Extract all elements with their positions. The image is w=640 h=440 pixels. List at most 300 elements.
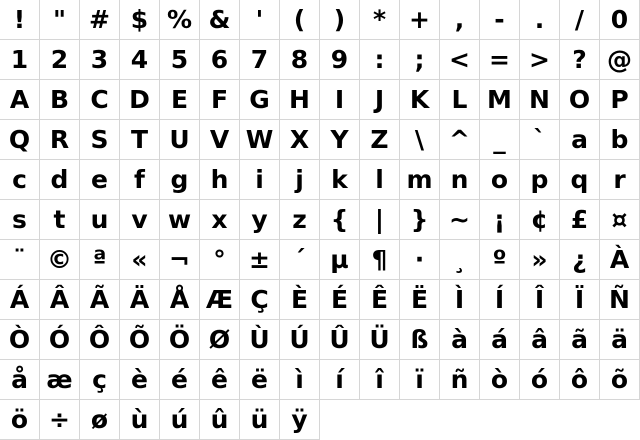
glyph-cell[interactable] <box>320 320 360 360</box>
glyph-cell[interactable] <box>440 120 480 160</box>
glyph-cell[interactable] <box>520 240 560 280</box>
glyph: > <box>529 45 550 74</box>
glyph: ª <box>92 245 107 274</box>
glyph: ) <box>333 5 346 34</box>
glyph: É <box>330 285 349 314</box>
glyph: q <box>570 165 589 194</box>
glyph-cell[interactable] <box>520 120 560 160</box>
glyph: O <box>568 85 591 114</box>
glyph: f <box>134 165 145 194</box>
glyph-cell[interactable] <box>160 240 200 280</box>
glyph: ÷ <box>49 405 70 434</box>
glyph-cell[interactable] <box>560 200 600 240</box>
glyph-cell[interactable] <box>40 240 80 280</box>
glyph: á <box>491 325 508 354</box>
glyph: x <box>211 205 228 234</box>
glyph-cell[interactable] <box>200 360 240 400</box>
glyph: Á <box>9 285 30 314</box>
glyph-cell[interactable] <box>80 200 120 240</box>
glyph-cell[interactable] <box>120 320 160 360</box>
glyph-cell[interactable] <box>80 0 120 40</box>
glyph: ò <box>490 365 509 394</box>
glyph-cell[interactable] <box>600 0 640 40</box>
glyph: Õ <box>128 325 151 354</box>
glyph-cell[interactable] <box>400 40 440 80</box>
glyph: Å <box>169 285 190 314</box>
glyph-cell[interactable] <box>0 40 40 80</box>
glyph-cell[interactable] <box>400 280 440 320</box>
glyph-cell[interactable] <box>240 40 280 80</box>
glyph: à <box>451 325 468 354</box>
glyph-cell[interactable] <box>480 280 520 320</box>
glyph: r <box>613 165 626 194</box>
glyph-cell[interactable] <box>440 360 480 400</box>
glyph: . <box>534 5 545 34</box>
glyph-cell[interactable] <box>360 200 400 240</box>
glyph-cell[interactable] <box>480 320 520 360</box>
glyph: - <box>494 5 505 34</box>
glyph: ñ <box>450 365 469 394</box>
glyph-cell[interactable] <box>40 200 80 240</box>
glyph: ú <box>170 405 189 434</box>
glyph-cell[interactable] <box>480 0 520 40</box>
glyph: ß <box>410 325 429 354</box>
glyph: V <box>209 125 230 154</box>
glyph-cell[interactable] <box>600 280 640 320</box>
charmap-row <box>0 200 640 240</box>
glyph-cell[interactable] <box>520 320 560 360</box>
glyph: " <box>52 5 67 34</box>
glyph-cell[interactable] <box>360 80 400 120</box>
glyph-cell[interactable] <box>240 320 280 360</box>
glyph: ü <box>250 405 269 434</box>
glyph-cell[interactable] <box>600 240 640 280</box>
charmap-row <box>0 120 640 160</box>
glyph: v <box>131 205 148 234</box>
glyph: Ä <box>129 285 150 314</box>
glyph: 4 <box>130 45 149 74</box>
glyph-cell[interactable] <box>120 240 160 280</box>
glyph-cell[interactable] <box>160 200 200 240</box>
glyph-cell[interactable] <box>480 200 520 240</box>
glyph: g <box>170 165 189 194</box>
glyph-cell[interactable] <box>0 200 40 240</box>
glyph-cell[interactable] <box>600 360 640 400</box>
glyph: Q <box>8 125 31 154</box>
glyph: Ë <box>410 285 429 314</box>
glyph-cell[interactable] <box>0 320 40 360</box>
glyph: , <box>454 5 465 34</box>
glyph-cell[interactable] <box>120 360 160 400</box>
glyph: ù <box>130 405 149 434</box>
glyph: k <box>331 165 348 194</box>
glyph: U <box>169 125 190 154</box>
glyph: 8 <box>290 45 309 74</box>
glyph: D <box>129 85 150 114</box>
glyph-cell[interactable] <box>440 0 480 40</box>
charmap-row <box>0 320 640 360</box>
glyph: | <box>374 205 385 234</box>
glyph: b <box>610 125 629 154</box>
glyph: í <box>335 365 344 394</box>
glyph: À <box>609 245 630 274</box>
glyph: d <box>50 165 69 194</box>
glyph: B <box>49 85 70 114</box>
glyph: C <box>90 85 109 114</box>
glyph-cell[interactable] <box>480 40 520 80</box>
glyph-cell[interactable] <box>600 160 640 200</box>
glyph-cell[interactable] <box>600 320 640 360</box>
glyph: 5 <box>170 45 189 74</box>
glyph-cell[interactable] <box>360 240 400 280</box>
glyph-cell[interactable] <box>520 0 560 40</box>
glyph-cell[interactable] <box>520 360 560 400</box>
charmap-row <box>0 280 640 320</box>
glyph-cell[interactable] <box>320 280 360 320</box>
glyph-cell[interactable] <box>200 120 240 160</box>
glyph-cell[interactable] <box>120 160 160 200</box>
glyph-cell[interactable] <box>520 160 560 200</box>
glyph: ± <box>249 245 270 274</box>
glyph-cell[interactable] <box>0 280 40 320</box>
glyph-cell[interactable] <box>560 360 600 400</box>
glyph: ¡ <box>493 205 506 234</box>
glyph-cell[interactable] <box>440 200 480 240</box>
glyph: û <box>210 405 229 434</box>
glyph: Ú <box>289 325 310 354</box>
glyph: Í <box>494 285 505 314</box>
glyph-cell[interactable] <box>40 40 80 80</box>
glyph: _ <box>493 125 506 154</box>
glyph-cell[interactable] <box>480 120 520 160</box>
glyph-cell[interactable] <box>0 120 40 160</box>
glyph-cell[interactable] <box>0 400 40 440</box>
glyph: È <box>290 285 309 314</box>
glyph-cell[interactable] <box>360 280 400 320</box>
glyph: X <box>289 125 310 154</box>
glyph-cell[interactable] <box>440 80 480 120</box>
glyph-cell[interactable] <box>360 320 400 360</box>
glyph-cell[interactable] <box>160 0 200 40</box>
glyph-cell[interactable] <box>400 120 440 160</box>
glyph-cell[interactable] <box>160 400 200 440</box>
glyph-cell[interactable] <box>320 240 360 280</box>
glyph-cell[interactable] <box>240 400 280 440</box>
glyph: Ø <box>208 325 231 354</box>
glyph-cell[interactable] <box>200 240 240 280</box>
glyph-cell[interactable] <box>160 280 200 320</box>
glyph-cell[interactable] <box>440 40 480 80</box>
glyph: J <box>374 85 385 114</box>
glyph: l <box>375 165 384 194</box>
glyph-cell[interactable] <box>80 400 120 440</box>
glyph-cell[interactable] <box>440 240 480 280</box>
glyph-cell[interactable] <box>480 360 520 400</box>
glyph: & <box>208 5 231 34</box>
glyph-cell[interactable] <box>120 40 160 80</box>
glyph-cell[interactable] <box>360 0 400 40</box>
glyph-cell[interactable] <box>600 200 640 240</box>
glyph: ì <box>295 365 304 394</box>
glyph-cell[interactable] <box>440 280 480 320</box>
glyph: s <box>12 205 27 234</box>
glyph: ç <box>92 365 107 394</box>
glyph-cell[interactable] <box>280 360 320 400</box>
glyph: ´ <box>293 245 306 274</box>
glyph-cell[interactable] <box>280 120 320 160</box>
glyph: R <box>49 125 70 154</box>
glyph-cell[interactable] <box>200 40 240 80</box>
glyph: µ <box>330 245 349 274</box>
glyph-cell[interactable] <box>600 40 640 80</box>
glyph-cell[interactable] <box>520 40 560 80</box>
glyph-cell[interactable] <box>240 200 280 240</box>
glyph-cell[interactable] <box>80 360 120 400</box>
glyph: â <box>531 325 548 354</box>
glyph-cell[interactable] <box>40 280 80 320</box>
glyph: 2 <box>50 45 69 74</box>
glyph-cell[interactable] <box>320 160 360 200</box>
glyph: ó <box>530 365 549 394</box>
glyph: î <box>375 365 384 394</box>
glyph-cell[interactable] <box>80 160 120 200</box>
glyph-cell[interactable] <box>480 80 520 120</box>
glyph-cell[interactable] <box>400 240 440 280</box>
glyph: Ç <box>250 285 269 314</box>
glyph-cell[interactable] <box>320 200 360 240</box>
glyph-cell[interactable] <box>560 40 600 80</box>
glyph: % <box>166 5 193 34</box>
glyph-cell[interactable] <box>0 80 40 120</box>
glyph: a <box>571 125 588 154</box>
glyph-cell[interactable] <box>520 80 560 120</box>
glyph-cell[interactable] <box>400 320 440 360</box>
glyph-cell[interactable] <box>120 400 160 440</box>
glyph: ä <box>611 325 628 354</box>
glyph: 1 <box>10 45 29 74</box>
glyph: Â <box>49 285 70 314</box>
glyph: Ê <box>370 285 389 314</box>
glyph: Ï <box>574 285 585 314</box>
glyph-cell[interactable] <box>320 80 360 120</box>
charmap-row <box>0 160 640 200</box>
glyph-cell[interactable] <box>80 80 120 120</box>
glyph: P <box>610 85 629 114</box>
glyph: Ó <box>48 325 71 354</box>
glyph: ¶ <box>371 245 388 274</box>
glyph-cell[interactable] <box>200 160 240 200</box>
glyph-cell[interactable] <box>560 160 600 200</box>
glyph: / <box>574 5 585 34</box>
glyph-cell[interactable] <box>160 40 200 80</box>
charmap-row <box>0 240 640 280</box>
glyph-cell[interactable] <box>240 280 280 320</box>
glyph-cell[interactable] <box>200 400 240 440</box>
glyph: Ã <box>89 285 110 314</box>
glyph-cell[interactable] <box>280 240 320 280</box>
glyph-cell[interactable] <box>120 280 160 320</box>
glyph-cell[interactable] <box>40 160 80 200</box>
glyph-cell[interactable] <box>440 320 480 360</box>
glyph: z <box>292 205 307 234</box>
glyph-cell[interactable] <box>560 0 600 40</box>
glyph: ë <box>251 365 268 394</box>
glyph-cell[interactable] <box>280 160 320 200</box>
glyph-cell[interactable] <box>80 40 120 80</box>
glyph-cell[interactable] <box>40 0 80 40</box>
glyph-cell[interactable] <box>200 200 240 240</box>
glyph: t <box>53 205 66 234</box>
glyph-cell[interactable] <box>480 160 520 200</box>
glyph-cell[interactable] <box>360 160 400 200</box>
glyph-cell[interactable] <box>160 80 200 120</box>
glyph-cell[interactable] <box>280 320 320 360</box>
glyph-cell[interactable] <box>520 200 560 240</box>
glyph: F <box>210 85 229 114</box>
glyph: Æ <box>205 285 234 314</box>
glyph: ° <box>213 245 226 274</box>
glyph-cell[interactable] <box>320 360 360 400</box>
glyph: # <box>89 5 110 34</box>
glyph: y <box>251 205 268 234</box>
glyph: ¢ <box>530 205 549 234</box>
glyph-cell[interactable] <box>280 280 320 320</box>
glyph-cell[interactable] <box>520 280 560 320</box>
glyph-cell[interactable] <box>160 360 200 400</box>
glyph-cell[interactable] <box>240 120 280 160</box>
glyph: ô <box>570 365 589 394</box>
glyph: è <box>131 365 148 394</box>
glyph: ö <box>10 405 29 434</box>
glyph-cell[interactable] <box>240 160 280 200</box>
glyph-cell[interactable] <box>40 320 80 360</box>
glyph: é <box>171 365 188 394</box>
glyph: Ì <box>454 285 465 314</box>
charmap-row <box>0 40 640 80</box>
glyph-cell[interactable] <box>600 80 640 120</box>
glyph: Z <box>370 125 389 154</box>
glyph: ' <box>255 5 264 34</box>
glyph-cell[interactable] <box>40 400 80 440</box>
glyph-cell[interactable] <box>240 80 280 120</box>
glyph-cell[interactable] <box>400 80 440 120</box>
glyph-cell[interactable] <box>320 0 360 40</box>
glyph: º <box>492 245 507 274</box>
glyph-cell[interactable] <box>440 160 480 200</box>
glyph-cell[interactable] <box>240 0 280 40</box>
glyph: } <box>410 205 429 234</box>
glyph: m <box>406 165 433 194</box>
glyph: ê <box>211 365 228 394</box>
glyph: c <box>12 165 27 194</box>
glyph-cell[interactable] <box>320 120 360 160</box>
glyph-cell[interactable] <box>560 120 600 160</box>
glyph: G <box>249 85 270 114</box>
glyph-cell[interactable] <box>240 240 280 280</box>
glyph-cell[interactable] <box>600 120 640 160</box>
glyph: ï <box>415 365 424 394</box>
charmap-row <box>0 0 640 40</box>
glyph-cell[interactable] <box>240 360 280 400</box>
glyph: E <box>170 85 189 114</box>
glyph-cell[interactable] <box>480 240 520 280</box>
glyph: L <box>451 85 468 114</box>
glyph-cell[interactable] <box>400 200 440 240</box>
glyph-cell[interactable] <box>120 0 160 40</box>
glyph-cell[interactable] <box>160 320 200 360</box>
glyph: ; <box>414 45 425 74</box>
glyph-cell[interactable] <box>0 240 40 280</box>
glyph: ¬ <box>169 245 190 274</box>
glyph-cell[interactable] <box>280 40 320 80</box>
glyph-cell[interactable] <box>360 40 400 80</box>
glyph: ` <box>533 125 546 154</box>
glyph-cell[interactable] <box>560 240 600 280</box>
glyph-cell[interactable] <box>280 400 320 440</box>
glyph-cell[interactable] <box>80 120 120 160</box>
glyph-cell[interactable] <box>400 160 440 200</box>
glyph-cell[interactable] <box>0 360 40 400</box>
glyph-cell[interactable] <box>280 0 320 40</box>
glyph-cell[interactable] <box>80 320 120 360</box>
glyph-cell[interactable] <box>80 240 120 280</box>
glyph: + <box>409 5 430 34</box>
glyph-cell[interactable] <box>120 120 160 160</box>
glyph-cell[interactable] <box>200 280 240 320</box>
glyph: õ <box>610 365 629 394</box>
glyph-cell[interactable] <box>40 360 80 400</box>
glyph-cell[interactable] <box>0 160 40 200</box>
glyph: ^ <box>449 125 470 154</box>
glyph-cell[interactable] <box>280 200 320 240</box>
glyph-cell[interactable] <box>280 80 320 120</box>
glyph-cell[interactable] <box>120 200 160 240</box>
glyph-cell[interactable] <box>560 320 600 360</box>
glyph: ( <box>293 5 306 34</box>
glyph-cell[interactable] <box>360 120 400 160</box>
glyph-cell[interactable] <box>360 360 400 400</box>
glyph-cell[interactable] <box>160 160 200 200</box>
glyph-cell[interactable] <box>560 80 600 120</box>
glyph: o <box>490 165 509 194</box>
glyph: Î <box>534 285 545 314</box>
glyph-cell[interactable] <box>40 80 80 120</box>
glyph: ¿ <box>572 245 587 274</box>
glyph-cell[interactable] <box>80 280 120 320</box>
glyph-cell[interactable] <box>120 80 160 120</box>
glyph-cell[interactable] <box>400 0 440 40</box>
charmap-row <box>0 360 640 400</box>
glyph-cell[interactable] <box>200 0 240 40</box>
glyph-cell[interactable] <box>160 120 200 160</box>
glyph: ø <box>90 405 109 434</box>
glyph-cell[interactable] <box>320 40 360 80</box>
glyph: © <box>47 245 72 274</box>
glyph: e <box>91 165 108 194</box>
glyph-cell[interactable] <box>200 320 240 360</box>
glyph-cell[interactable] <box>400 360 440 400</box>
glyph: 3 <box>90 45 109 74</box>
glyph-cell[interactable] <box>560 280 600 320</box>
glyph: S <box>90 125 109 154</box>
glyph-cell[interactable] <box>40 120 80 160</box>
glyph: ~ <box>449 205 470 234</box>
glyph-cell[interactable] <box>200 80 240 120</box>
glyph-cell[interactable] <box>0 0 40 40</box>
glyph: A <box>9 85 30 114</box>
glyph: T <box>130 125 149 154</box>
glyph: M <box>487 85 512 114</box>
